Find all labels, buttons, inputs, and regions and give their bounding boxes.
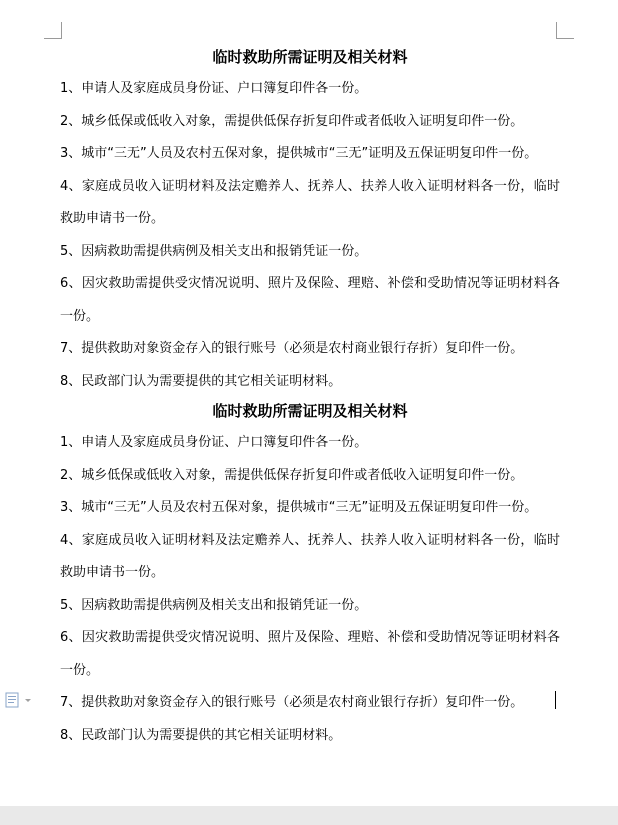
section-title: 临时救助所需证明及相关材料 <box>212 48 408 66</box>
list-item: 3、城市“三无”人员及农村五保对象，提供城市“三无”证明及五保证明复印件一份。 <box>60 500 538 515</box>
list-item: 5、因病救助需提供病例及相关支出和报销凭证一份。 <box>60 243 368 259</box>
list-item: 7、提供救助对象资金存入的银行账号（必须是农村商业银行存折）复印件一份。 <box>60 341 524 356</box>
list-item: 5、因病救助需提供病例及相关支出和报销凭证一份。 <box>60 597 368 613</box>
section-title: 临时救助所需证明及相关材料 <box>212 402 408 420</box>
list-item: 1、申请人及家庭成员身份证、户口簿复印件各一份。 <box>60 435 368 450</box>
section-2 <box>60 400 560 752</box>
list-item: 3、城市“三无”人员及农村五保对象，提供城市“三无”证明及五保证明复印件一份。 <box>60 146 538 161</box>
list-item: 7、提供救助对象资金存入的银行账号（必须是农村商业银行存折）复印件一份。 <box>60 695 524 710</box>
list-item: 4、家庭成员收入证明材料及法定赡养人、抚养人、扶养人收入证明材料各一份，临时救助申请书一份。 <box>60 532 560 580</box>
text-cursor <box>555 691 556 709</box>
list-item: 1、申请人及家庭成员身份证、户口簿复印件各一份。 <box>60 81 368 96</box>
paste-options-icon-graphic <box>5 691 35 709</box>
crop-mark-top-left-icon <box>44 22 62 39</box>
list-item: 4、家庭成员收入证明材料及法定赡养人、抚养人、扶养人收入证明材料各一份，临时救助申请书一份。 <box>60 178 560 226</box>
list-item: 8、民政部门认为需要提供的其它相关证明材料。 <box>60 727 342 743</box>
paste-options-icon[interactable] <box>5 691 35 709</box>
list-item: 6、因灾救助需提供受灾情况说明、照片及保险、理赔、补偿和受助情况等证明材料各一份。 <box>60 276 560 324</box>
document-body[interactable] <box>60 44 560 752</box>
list-item: 2、城乡低保或低收入对象，需提供低保存折复印件或者低收入证明复印件一份。 <box>60 467 524 483</box>
status-strip <box>0 806 618 825</box>
list-item: 6、因灾救助需提供受灾情况说明、照片及保险、理赔、补偿和受助情况等证明材料各一份。 <box>60 630 560 678</box>
list-item: 2、城乡低保或低收入对象，需提供低保存折复印件或者低收入证明复印件一份。 <box>60 113 524 129</box>
list-item: 8、民政部门认为需要提供的其它相关证明材料。 <box>60 373 342 389</box>
crop-mark-top-right-icon <box>556 22 574 39</box>
section-1 <box>60 46 560 398</box>
